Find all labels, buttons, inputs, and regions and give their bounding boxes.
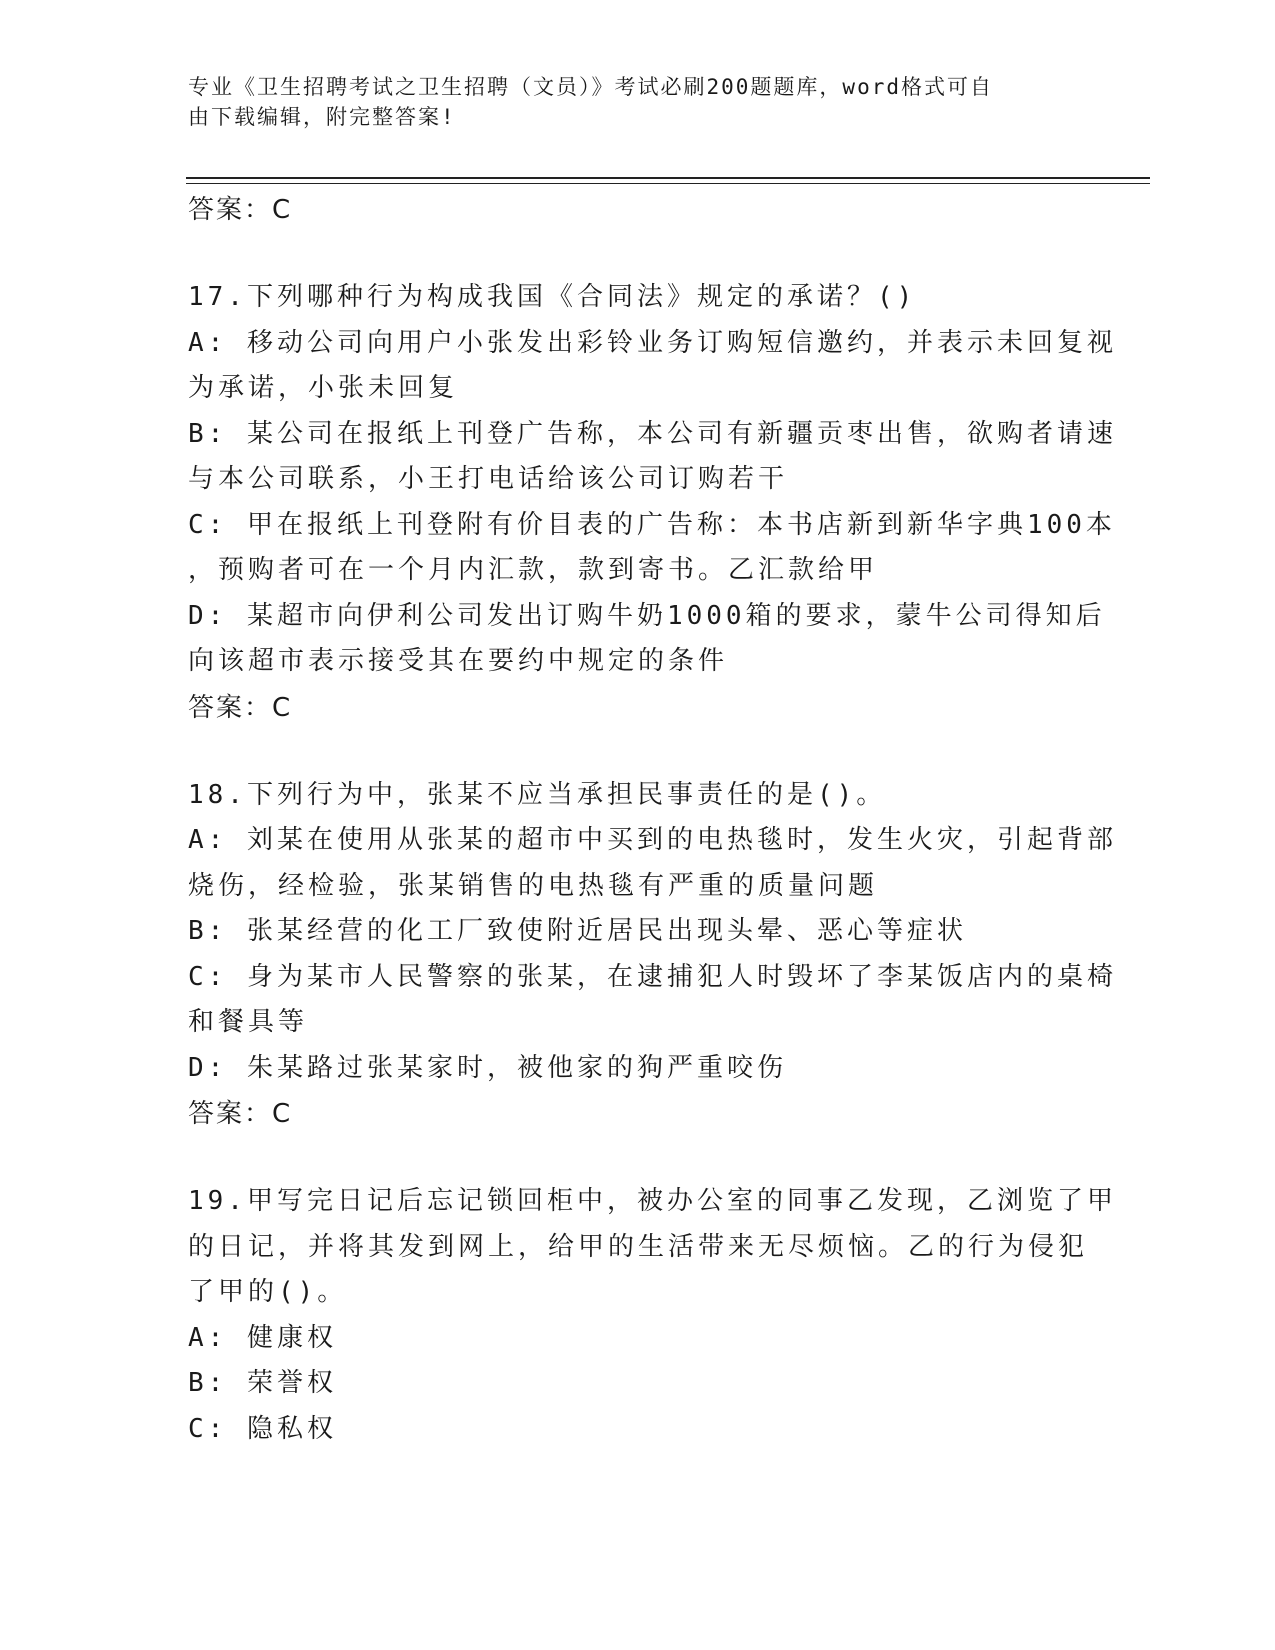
answer-prev: 答案：C (188, 195, 293, 225)
question-18-option-a-line-2: 烧伤，经检验，张某销售的电热毯有严重的质量问题 (188, 870, 879, 901)
document-body (188, 187, 1117, 1452)
question-18-option-c-line-1: C: 身为某市人民警察的张某，在逮捕犯人时毁坏了李某饭店内的桌椅 (188, 961, 1117, 992)
question-19 (188, 1179, 1117, 1452)
question-19-stem-line-3: 了甲的()。 (188, 1277, 348, 1307)
question-19-option-b: B: 荣誉权 (188, 1368, 337, 1398)
question-17-option-b-line-1: B: 某公司在报纸上刊登广告称，本公司有新疆贡枣出售，欲购者请速 (188, 418, 1117, 449)
spacer (188, 1137, 1088, 1179)
question-19-stem-line-1: 19.甲写完日记后忘记锁回柜中，被办公室的同事乙发现，乙浏览了甲 (188, 1186, 1117, 1216)
header-line-1: 专业《卫生招聘考试之卫生招聘（文员）》考试必刷200题题库，word格式可自 (188, 75, 993, 99)
question-19-option-c: C: 隐私权 (188, 1413, 337, 1444)
question-17-stem: 17.下列哪种行为构成我国《合同法》规定的承诺？() (188, 282, 917, 312)
question-18-option-d: D: 朱某路过张某家时，被他家的狗严重咬伤 (188, 1052, 787, 1083)
question-17-option-a-line-2: 为承诺，小张未回复 (188, 373, 459, 403)
header-rule-thick (186, 177, 1150, 179)
question-19-option-a: A: 健康权 (188, 1322, 337, 1353)
question-17 (188, 275, 1117, 731)
question-18-stem: 18.下列行为中，张某不应当承担民事责任的是()。 (188, 779, 887, 810)
header-rule-thin (186, 183, 1150, 184)
question-17-option-c-line-1: C: 甲在报纸上刊登附有价目表的广告称：本书店新到新华字典100本 (188, 509, 1116, 540)
question-17-option-d-line-1: D: 某超市向伊利公司发出订购牛奶1000箱的要求，蒙牛公司得知后 (188, 600, 1106, 631)
spacer (188, 731, 1088, 773)
question-18-option-c-line-2: 和餐具等 (188, 1007, 309, 1037)
question-17-option-b-line-2: 与本公司联系，小王打电话给该公司订购若干 (188, 464, 789, 494)
question-17-option-d-line-2: 向该超市表示接受其在要约中规定的条件 (188, 646, 729, 676)
question-19-stem-line-2: 的日记，并将其发到网上，给甲的生活带来无尽烦恼。乙的行为侵犯 (188, 1231, 1089, 1262)
question-17-answer: 答案：C (188, 692, 293, 723)
question-18-answer: 答案：C (188, 1099, 293, 1129)
spacer (188, 233, 1088, 275)
question-18-option-a-line-1: A: 刘某在使用从张某的超市中买到的电热毯时，发生火灾，引起背部 (188, 825, 1117, 855)
header-line-2: 由下载编辑，附完整答案! (188, 105, 456, 129)
page-header (188, 72, 1068, 132)
question-17-option-c-line-2: ，预购者可在一个月内汇款，款到寄书。乙汇款给甲 (188, 555, 879, 585)
question-18-option-b: B: 张某经营的化工厂致使附近居民出现头晕、恶心等症状 (188, 916, 967, 946)
question-17-option-a-line-1: A: 移动公司向用户小张发出彩铃业务订购短信邀约，并表示未回复视 (188, 327, 1117, 358)
question-18 (188, 773, 1117, 1138)
